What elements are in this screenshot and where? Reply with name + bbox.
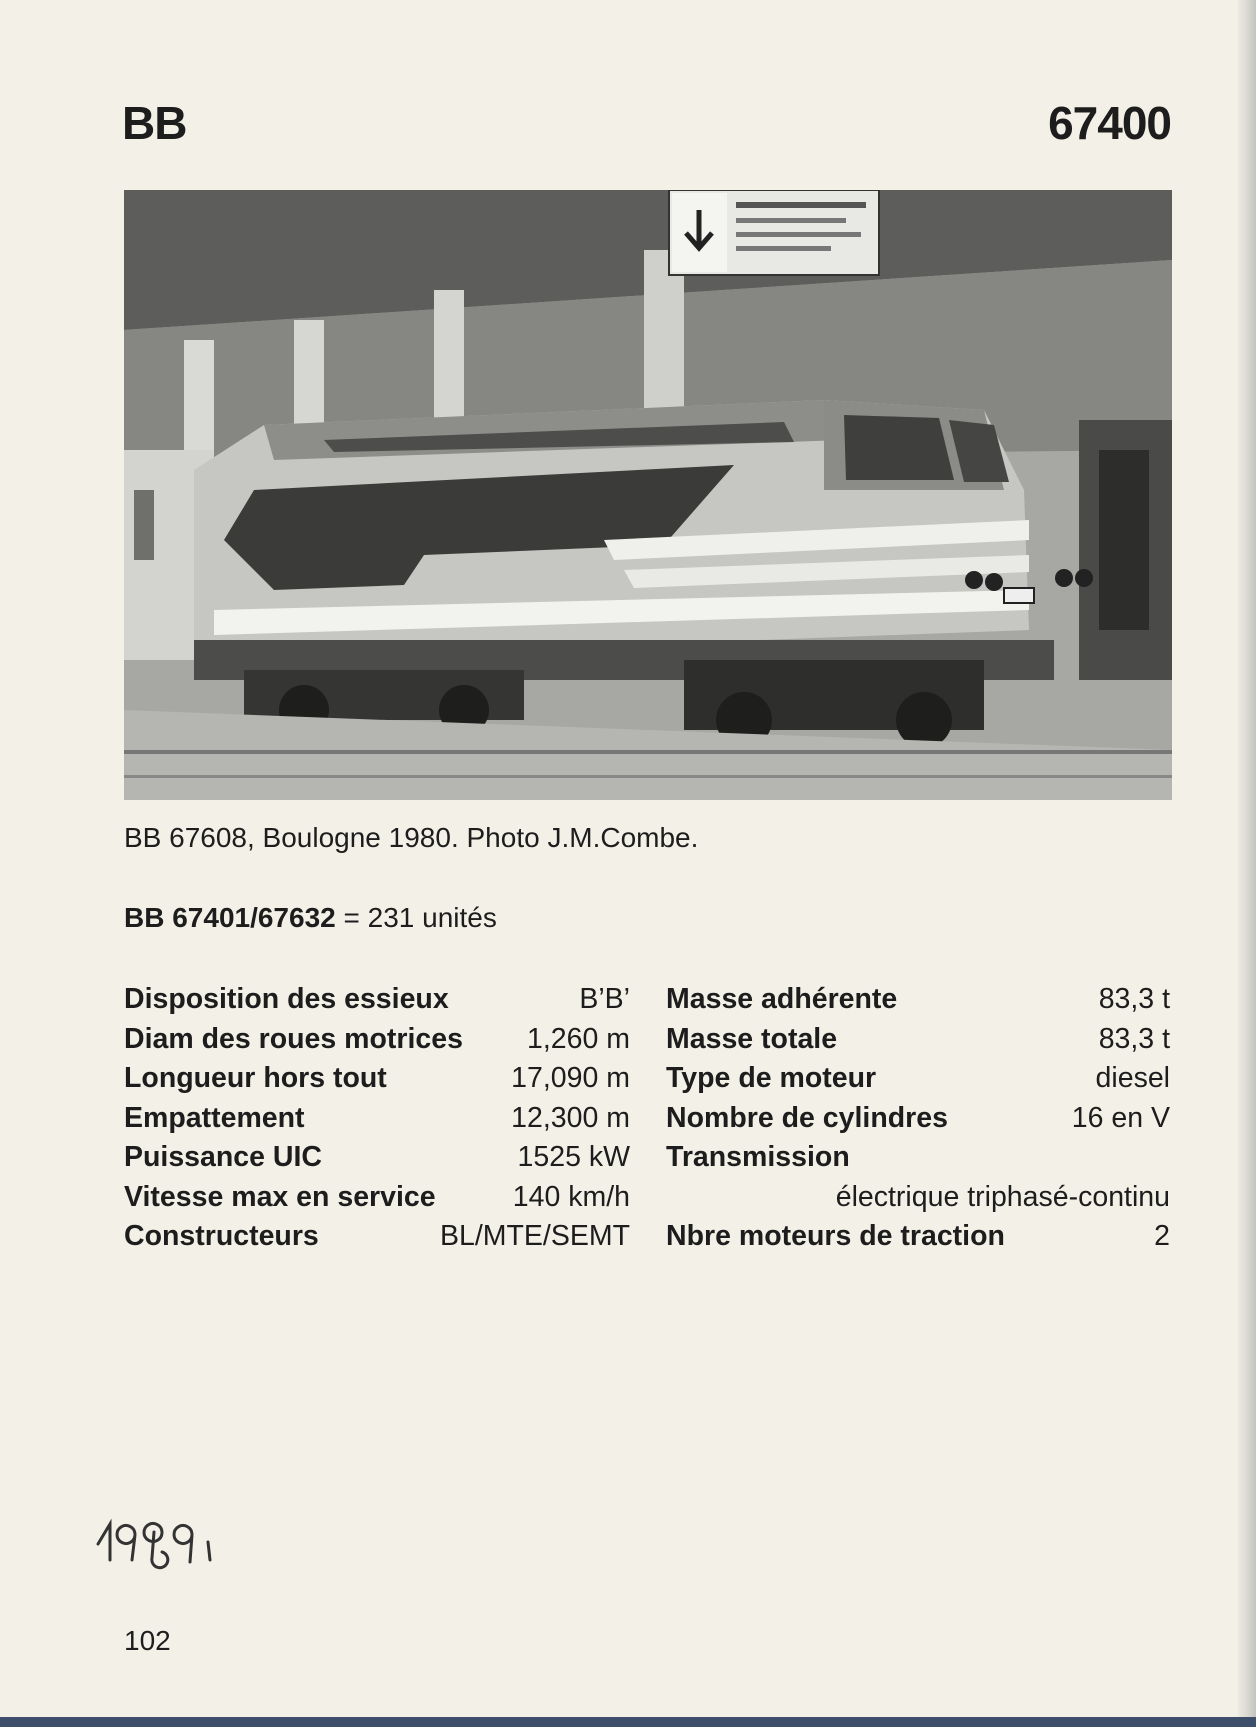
handwritten-year-note — [80, 1512, 240, 1572]
fleet-count: 231 unités — [367, 902, 497, 933]
spec-row — [666, 1099, 1170, 1139]
spec-value: 12,300 m — [511, 1101, 630, 1134]
spec-label: Masse totale — [666, 1022, 838, 1055]
spec-value: 17,090 m — [511, 1062, 630, 1094]
specs-left-column — [124, 980, 630, 1257]
spec-row — [666, 1059, 1170, 1099]
spec-row-continuation — [666, 1178, 1170, 1218]
spec-value: 2 — [1154, 1220, 1170, 1252]
spec-value: 140 km/h — [512, 1180, 630, 1213]
spec-label: Type de moteur — [666, 1062, 877, 1094]
spec-label: Vitesse max en service — [124, 1180, 436, 1213]
fleet-number-range: BB 67401/67632 — [124, 902, 336, 933]
spec-value: diesel — [1095, 1062, 1170, 1094]
spec-label: Empattement — [124, 1101, 305, 1134]
spec-value: B’B’ — [579, 983, 630, 1015]
scan-bottom-edge — [0, 1717, 1256, 1727]
spec-value: 83,3 t — [1098, 983, 1170, 1015]
spec-label: Puissance UIC — [124, 1141, 322, 1173]
spec-row — [666, 1217, 1170, 1257]
spec-label: Constructeurs — [124, 1220, 319, 1252]
spec-value: 83,3 t — [1098, 1022, 1170, 1055]
fleet-summary — [124, 902, 497, 934]
class-prefix-heading: BB — [122, 97, 187, 149]
series-number-heading: 67400 — [1048, 97, 1171, 149]
equals-sign: = — [343, 902, 360, 933]
spec-value: 16 en V — [1071, 1101, 1170, 1134]
spec-label: Disposition des essieux — [124, 983, 449, 1015]
spec-row — [666, 1138, 1170, 1178]
spec-label: Transmission — [666, 1141, 850, 1173]
spec-row — [124, 1138, 630, 1178]
spec-value: 1,260 m — [527, 1022, 630, 1055]
specs-right-column — [666, 980, 1170, 1257]
spec-value: BL/MTE/SEMT — [439, 1220, 630, 1252]
spec-value: 1525 kW — [517, 1141, 630, 1173]
page-edge — [1238, 0, 1256, 1727]
spec-row — [124, 980, 630, 1020]
spec-label: Diam des roues motrices — [124, 1022, 463, 1055]
spec-value: électrique triphasé-continu — [835, 1180, 1170, 1213]
spec-label: Nombre de cylindres — [666, 1101, 948, 1134]
spec-row — [124, 1099, 630, 1139]
spec-row — [124, 1178, 630, 1218]
spec-row — [124, 1217, 630, 1257]
spec-row — [666, 980, 1170, 1020]
spec-label: Longueur hors tout — [124, 1062, 387, 1094]
locomotive-photo — [124, 190, 1172, 800]
page-number: 102 — [124, 1625, 171, 1656]
spec-row — [124, 1059, 630, 1099]
photo-caption: BB 67608, Boulogne 1980. Photo J.M.Combe. — [124, 822, 699, 853]
spec-row — [124, 1020, 630, 1060]
spec-row — [666, 1020, 1170, 1060]
spec-label: Masse adhérente — [666, 983, 898, 1015]
spec-label: Nbre moteurs de traction — [666, 1220, 1005, 1252]
